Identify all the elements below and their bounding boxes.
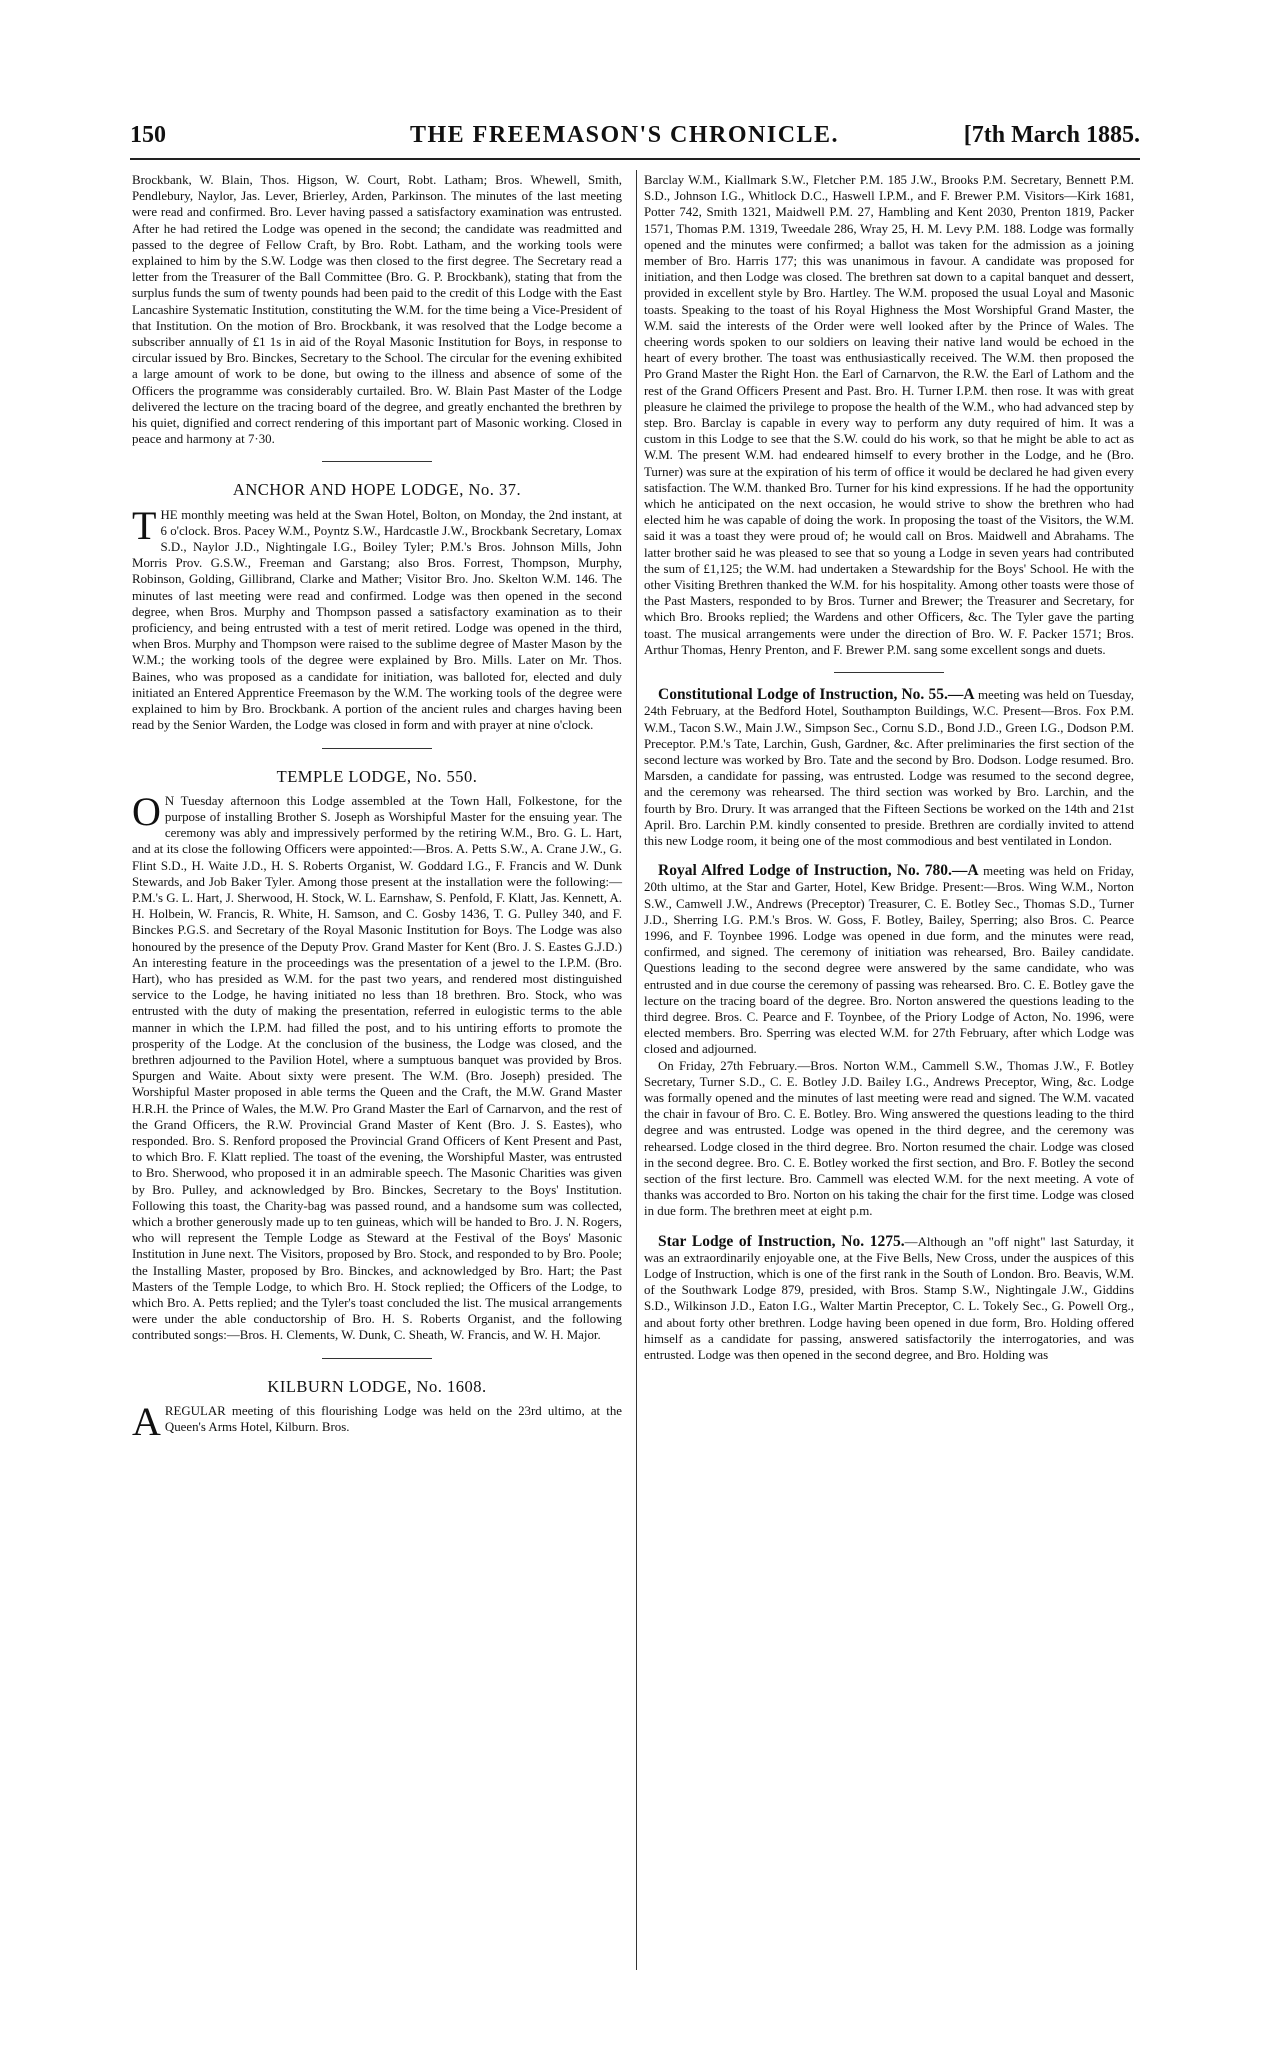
kilburn-lodge-continuation: Barclay W.M., Kiallmark S.W., Fletcher P.M. 185 J.W., Brooks P.M. Secretary, Bennett P.M. S.D., Johnson I.G., Whitlock D.C., Haswell I.P.M., and F. Brewer P.M. Visitors—Kirk 1681, Potter 742, Smith 1321, Maidwell P.M. 27, Hambling and Kent 2030, Prenton 1819, Packer 1571, Thomas P.M. 1319, Tweedale 286, Wray 25, H. M. Levy P.M. 188. Lodge was formally opened and the minutes were confirmed; a ballot was taken for the admission as a joining member of Bro. Harris 177; this was unanimous in favour. A candidate was proposed for initiation, and then Lodge was closed. The brethren sat down to a capital banquet and dessert, provided in excellent style by Bro. Hartley. The W.M. proposed the usual Loyal and Masonic toasts. Speaking to the toast of his Royal Highness the Most Worshipful Grand Master, the W.M. said the interests of the Order were well looked after by the Prince of Wales. The cheering words spoken to our soldiers on leaving their native land would be echoed in the heart of every brother. The toast was enthusiastically received. The W.M. then proposed the Pro Grand Master the Right Hon. the Earl of Carnarvon, the R.W. the Earl of Lathom and the rest of the Grand Officers Present and Past. Bro. H. Turner I.P.M. then rose. It was with great pleasure he claimed the privilege to propose the health of the W.M., who had advanced step by step. Bro. Barclay is capable in every way to perform any duty required of him. It was a custom in this Lodge to see that the S.W. could do his work, so that he might be able to act as W.M. The present W.M. had endeared himself to every brother in the Lodge, and he (Bro. Turner) was sure at the expiration of his term of office it would be declared he had given every satisfaction. The W.M. thanked Bro. Turner for his kind expressions. If he had the opportunity which he anticipated on the next occasion, he would strive to show the brethren who had elected him he was capable of doing the work. In proposing the toast of the Visitors, the W.M. said it was a toast they were proud of; he would call on Bros. Maidwell and Abrahams. The latter brother said he was pleased to see that so young a Lodge in seven years had contributed the sum of £1,125; the W.M. had undertaken a Stewardship for the Boys' School. He with the other Visiting Brethren thanked the W.M. for his hospitality. Among other toasts were those of the Past Masters, responded to by Bros. Turner and Brewer; the Treasurer and Secretary, for which Bro. Brooks replied; the Wardens and other Officers, &c. The Tyler gave the parting toast. The musical arrangements were under the direction of Bro. W. F. Packer 1571; Bros. Arthur Thomas, Henry Prenton, and F. Brewer P.M. sang some excellent songs and duets.	[644, 173, 1134, 657]
page-header	[130, 118, 1140, 158]
drop-cap: O	[132, 788, 161, 834]
constitutional-lodge-body: meeting was held on Tuesday, 24th February, at the Bedford Hotel, Southampton Buildings, W.C. Present—Bros. Fox P.M. W.M., Tacon S.W., Main J.W., Simpson Sec., Cornu S.D., Bond J.D., Green I.G., Dodson P.M. Preceptor. P.M.'s Tate, Larchin, Gush, Gardner, &c. After preliminaries the first section of the second lecture was worked by Bro. Tate and the second by Bro. Dodson. Lodge resumed. Bro. Marsden, a candidate for passing, was entrusted. Lodge was resumed to the second degree, and the ceremony was rehearsed. The third section was worked by Bro. Larchin, and the fourth by Bro. Drury. It was arranged that the Fifteen Sections be worked on the 14th and 21st April. Bro. Larchin P.M. kindly consented to preside. Brethren are cordially invited to attend this new Lodge room, it being one of the most commodious and best ventilated in London.	[644, 688, 1134, 848]
right-column	[644, 172, 1134, 1363]
constitutional-lodge-article	[644, 687, 1134, 849]
constitutional-lodge-heading: Constitutional Lodge of Instruction, No. 55.—A	[658, 686, 975, 704]
section-divider	[322, 1358, 432, 1359]
issue-date: [7th March 1885.	[963, 122, 1140, 148]
temple-lodge-heading: TEMPLE LODGE, No. 550.	[276, 766, 478, 786]
star-lodge-body: —Although an "off night" last Saturday, it was an extraordinarily enjoyable one, at the Five Bells, New Cross, under the auspices of this Lodge of Instruction, which is one of the first rank in the South of London. Bro. Beavis, W.M. of the Southwark Lodge 879, presided, with Bros. Stamp S.W., Nightingale J.W., Giddins S.D., Wilkinson J.D., Eaton I.G., Walter Martin Preceptor, C. L. Tokely Sec., G. Powell Org., and about forty other brethren. Lodge having been opened in due form, Bro. Holding offered himself as a candidate for passing, answered satisfactorily the interrogatories, and was entrusted. Lodge was then opened in the second degree, and Bro. Holding was	[644, 1234, 1134, 1363]
star-lodge-heading: Star Lodge of Instruction, No. 1275.	[658, 1232, 905, 1250]
left-column	[132, 172, 622, 1444]
anchor-lodge-body: HE monthly meeting was held at the Swan Hotel, Bolton, on Monday, the 2nd instant, at 6 o'clock. Bros. Pacey W.M., Poyntz S.W., Hardcastle J.W., Brockbank Secretary, Lomax S.D., Naylor J.D., Nightingale I.G., Boiley Tyler; P.M.'s Bros. Johnson Mills, John Morris Prov. G.S.W., Freeman and Garstang; also Bros. Forrest, Thompson, Murphy, Robinson, Golding, Gillibrand, Clarke and Mather; Visitor Bro. Jno. Skelton W.M. 146. The minutes of last meeting were read and confirmed. Lodge was then opened in the second degree, when Bros. Murphy and Thompson passed a satisfactory examination as to their proficiency, and being entrusted with a test of merit retired. Lodge was opened in the third, when Bros. Murphy and Thompson were raised to the sublime degree of Master Mason by the W.M.; the working tools of the degree were explained by Bro. Mills. Later on Mr. Thos. Baines, who was proposed as a candidate for initiation, was balloted for, elected and duly initiated an Entered Apprentice Freemason by the W.M. The working tools of the degree were explained to him by Bro. Brockbank. A portion of the ancient rules and charges having been read by the Senior Warden, the Lodge was closed in form and with prayer at nine o'clock.	[132, 507, 622, 733]
anchor-lodge-article	[132, 502, 622, 734]
royal-alfred-lodge-article	[644, 863, 1134, 1219]
royal-alfred-lodge-heading: Royal Alfred Lodge of Instruction, No. 780.—A	[658, 862, 979, 880]
kilburn-lodge-heading: KILBURN LODGE, No. 1608.	[267, 1376, 487, 1396]
temple-lodge-body: N Tuesday afternoon this Lodge assembled at the Town Hall, Folkestone, for the purpose of installing Brother S. Joseph as Worshipful Master for the ensuing year. The ceremony was ably and impressively performed by the retiring W.M., Bro. G. L. Hart, and at its close the following Officers were appointed:—Bros. A. Petts S.W., A. Crane J.W., G. Flint S.D., H. Waite J.D., H. S. Roberts Organist, W. Goddard I.G., F. Francis and W. Dunk Stewards, and Job Baker Tyler. Among those present at the installation were the following:—P.M.'s G. L. Hart, J. Sherwood, H. Stock, W. L. Earnshaw, S. Penfold, F. Klatt, Jas. Kennett, A. H. Holbein, W. Francis, R. White, H. Samson, and C. Gosby 1436, T. G. Pulley 340, and F. Binckes P.G.S. and Secretary of the Royal Masonic Institution for Boys. The Lodge was also honoured by the presence of the Deputy Prov. Grand Master for Kent (Bro. J. S. Eastes G.J.D.) An interesting feature in the proceedings was the presentation of a jewel to the I.P.M. (Bro. Hart), who has presided as W.M. for the past two years, and rendered most distinguished service to the Lodge, he having initiated no less than 18 brethren. Bro. Stock, who was entrusted with the duty of making the presentation, referred in eulogistic terms to the able manner in which the I.P.M. had filled the post, and to his untiring efforts to promote the prosperity of the Lodge. At the conclusion of the business, the Lodge was closed, and the brethren adjourned to the Pavilion Hotel, where a sumptuous banquet was provided by Bros. Spurgen and Waite. About sixty were present. The W.M. (Bro. Joseph) presided. The Worshipful Master proposed in able terms the Queen and the Craft, the M.W. Grand Master H.R.H. the Prince of Wales, the M.W. Pro Grand Master the Earl of Carnarvon, and the rest of the Grand Officers, the R.W. Provincial Grand Master of Kent (Bro. J. S. Eastes), who responded. Bro. S. Renford proposed the Provincial Grand Officers of Kent Present and Past, to which Bro. F. Klatt replied. The toast of the evening, the Worshipful Master, was entrusted to Bro. Sherwood, who proposed it in an admirable speech. The Masonic Charities was given by Bro. Pulley, and acknowledged by Bro. Binckes, Secretary to the Boys' Institution. Following this toast, the Charity-bag was passed round, and a handsome sum was collected, which a brother generously made up to ten guineas, which will be handed to Bro. J. N. Rogers, who will represent the Temple Lodge as Steward at the Festival of the Boys' Masonic Institution in June next. The Visitors, proposed by Bro. Stock, and responded to by Bro. Poole; the Installing Master, proposed by Bro. Binckes, and acknowledged by Bro. Hart; the Past Masters of the Temple Lodge, to which Bro. H. Stock replied; the Officers of the Lodge, to which Bro. A. Petts replied; and the Tyler's toast concluded the list. The musical arrangements were under the able conductorship of Bro. H. S. Roberts Organist, and the following contributed songs:—Bros. H. Clements, W. Dunk, C. Sheath, W. Francis, and W. H. Major.	[132, 793, 622, 1343]
section-divider	[322, 748, 432, 749]
column-divider	[636, 170, 637, 1970]
kilburn-lodge-body: REGULAR meeting of this flourishing Lodge was held on the 23rd ultimo, at the Queen's Arms Hotel, Kilburn. Bros.	[164, 1403, 622, 1435]
kilburn-lodge-article	[132, 1398, 622, 1444]
drop-cap: A	[132, 1398, 161, 1444]
temple-lodge-article	[132, 788, 622, 1344]
masthead-title: THE FREEMASON'S CHRONICLE.	[410, 122, 840, 148]
royal-alfred-lodge-body: meeting was held on Friday, 20th ultimo, at the Star and Garter, Hotel, Kew Bridge. Present:—Bros. Wing W.M., Norton S.W., Camwell J.W., Andrews (Preceptor) Treasurer, C. E. Botley Sec., Thomas S.D., Turner J.D., Sherring I.G. P.M.'s Bros. W. Goss, F. Botley, Bailey, Sperring; also Bros. C. Pearce 1996, and F. Toynbee 1996. Lodge was opened in due form, and the minutes were read, confirmed, and signed. The ceremony of initiation was rehearsed, Bro. Bailey candidate. Questions leading to the second degree were answered by the same candidate, who was entrusted and in due course the ceremony of passing was rehearsed. Bro. C. E. Botley gave the lecture on the tracing board of the degree. Bro. Norton answered the questions leading to the third degree. Bros. C. Pearce and F. Toynbee, of the Priory Lodge of Acton, No. 1996, were elected members. Bro. Sperring was elected W.M. for 27th February, after which Lodge was closed and adjourned.	[644, 864, 1134, 1057]
page-number: 150	[130, 122, 166, 148]
anchor-lodge-heading: ANCHOR AND HOPE LODGE, No. 37.	[232, 480, 522, 500]
section-divider	[834, 672, 944, 673]
drop-cap: T	[132, 502, 157, 548]
header-rule	[130, 158, 1140, 160]
star-lodge-article	[644, 1234, 1134, 1364]
article-continuation: Brockbank, W. Blain, Thos. Higson, W. Court, Robt. Latham; Bros. Whewell, Smith, Pendlebury, Naylor, Jas. Lever, Brierley, Arden, Parkinson. The minutes of the last meeting were read and confirmed. Bro. Lever having passed a satisfactory examination was entrusted. After he had retired the Lodge was opened in the second; the candidate was readmitted and passed to the degree of Fellow Craft, by Bro. Robt. Latham, and the working tools were explained to him by the S.W. Lodge was then closed to the first degree. The Secretary read a letter from the Treasurer of the Ball Committee (Bro. G. P. Brockbank), stating that from the surplus funds the sum of twenty pounds had been paid to the credit of this Lodge with the East Lancashire Systematic Institution, constituting the W.M. for the time being a Vice-President of that Institution. On the motion of Bro. Brockbank, it was resolved that the Lodge become a subscriber annually of £1 1s in aid of the Royal Masonic Institution for Boys, in response to circular issued by Bro. Binckes, Secretary to the School. The circular for the evening exhibited a large amount of work to be done, but owing to the illness and absence of some of the Officers the programme was considerably curtailed. Bro. W. Blain Past Master of the Lodge delivered the lecture on the tracing board of the degree, and greatly enchanted the brethren by his quiet, dignified and correct rendering of this important part of Masonic working. Closed in peace and harmony at 7·30.	[132, 173, 622, 447]
royal-alfred-lodge-body-2: On Friday, 27th February.—Bros. Norton W.M., Cammell S.W., Thomas J.W., F. Botley Secretary, Turner S.D., C. E. Botley J.D. Bailey I.G., Andrews Preceptor, Wing, &c. Lodge was formally opened and the minutes of last meeting were read and signed. The W.M. vacated the chair in favour of Bro. C. E. Botley. Bro. Wing answered the questions leading to the third degree and was entrusted. Lodge was opened in the third degree, and the ceremony was rehearsed. Lodge closed in the third degree. Bro. Norton resumed the chair. Lodge was closed in the second degree. Bro. C. E. Botley worked the first section, and Bro. F. Botley the second section of the first lecture. Bro. Cammell was elected W.M. for the next meeting. A vote of thanks was accorded to Bro. Norton on his taking the chair for the first time. Lodge was closed in due form. The brethren meet at eight p.m.	[644, 1058, 1134, 1219]
section-divider	[322, 461, 432, 462]
